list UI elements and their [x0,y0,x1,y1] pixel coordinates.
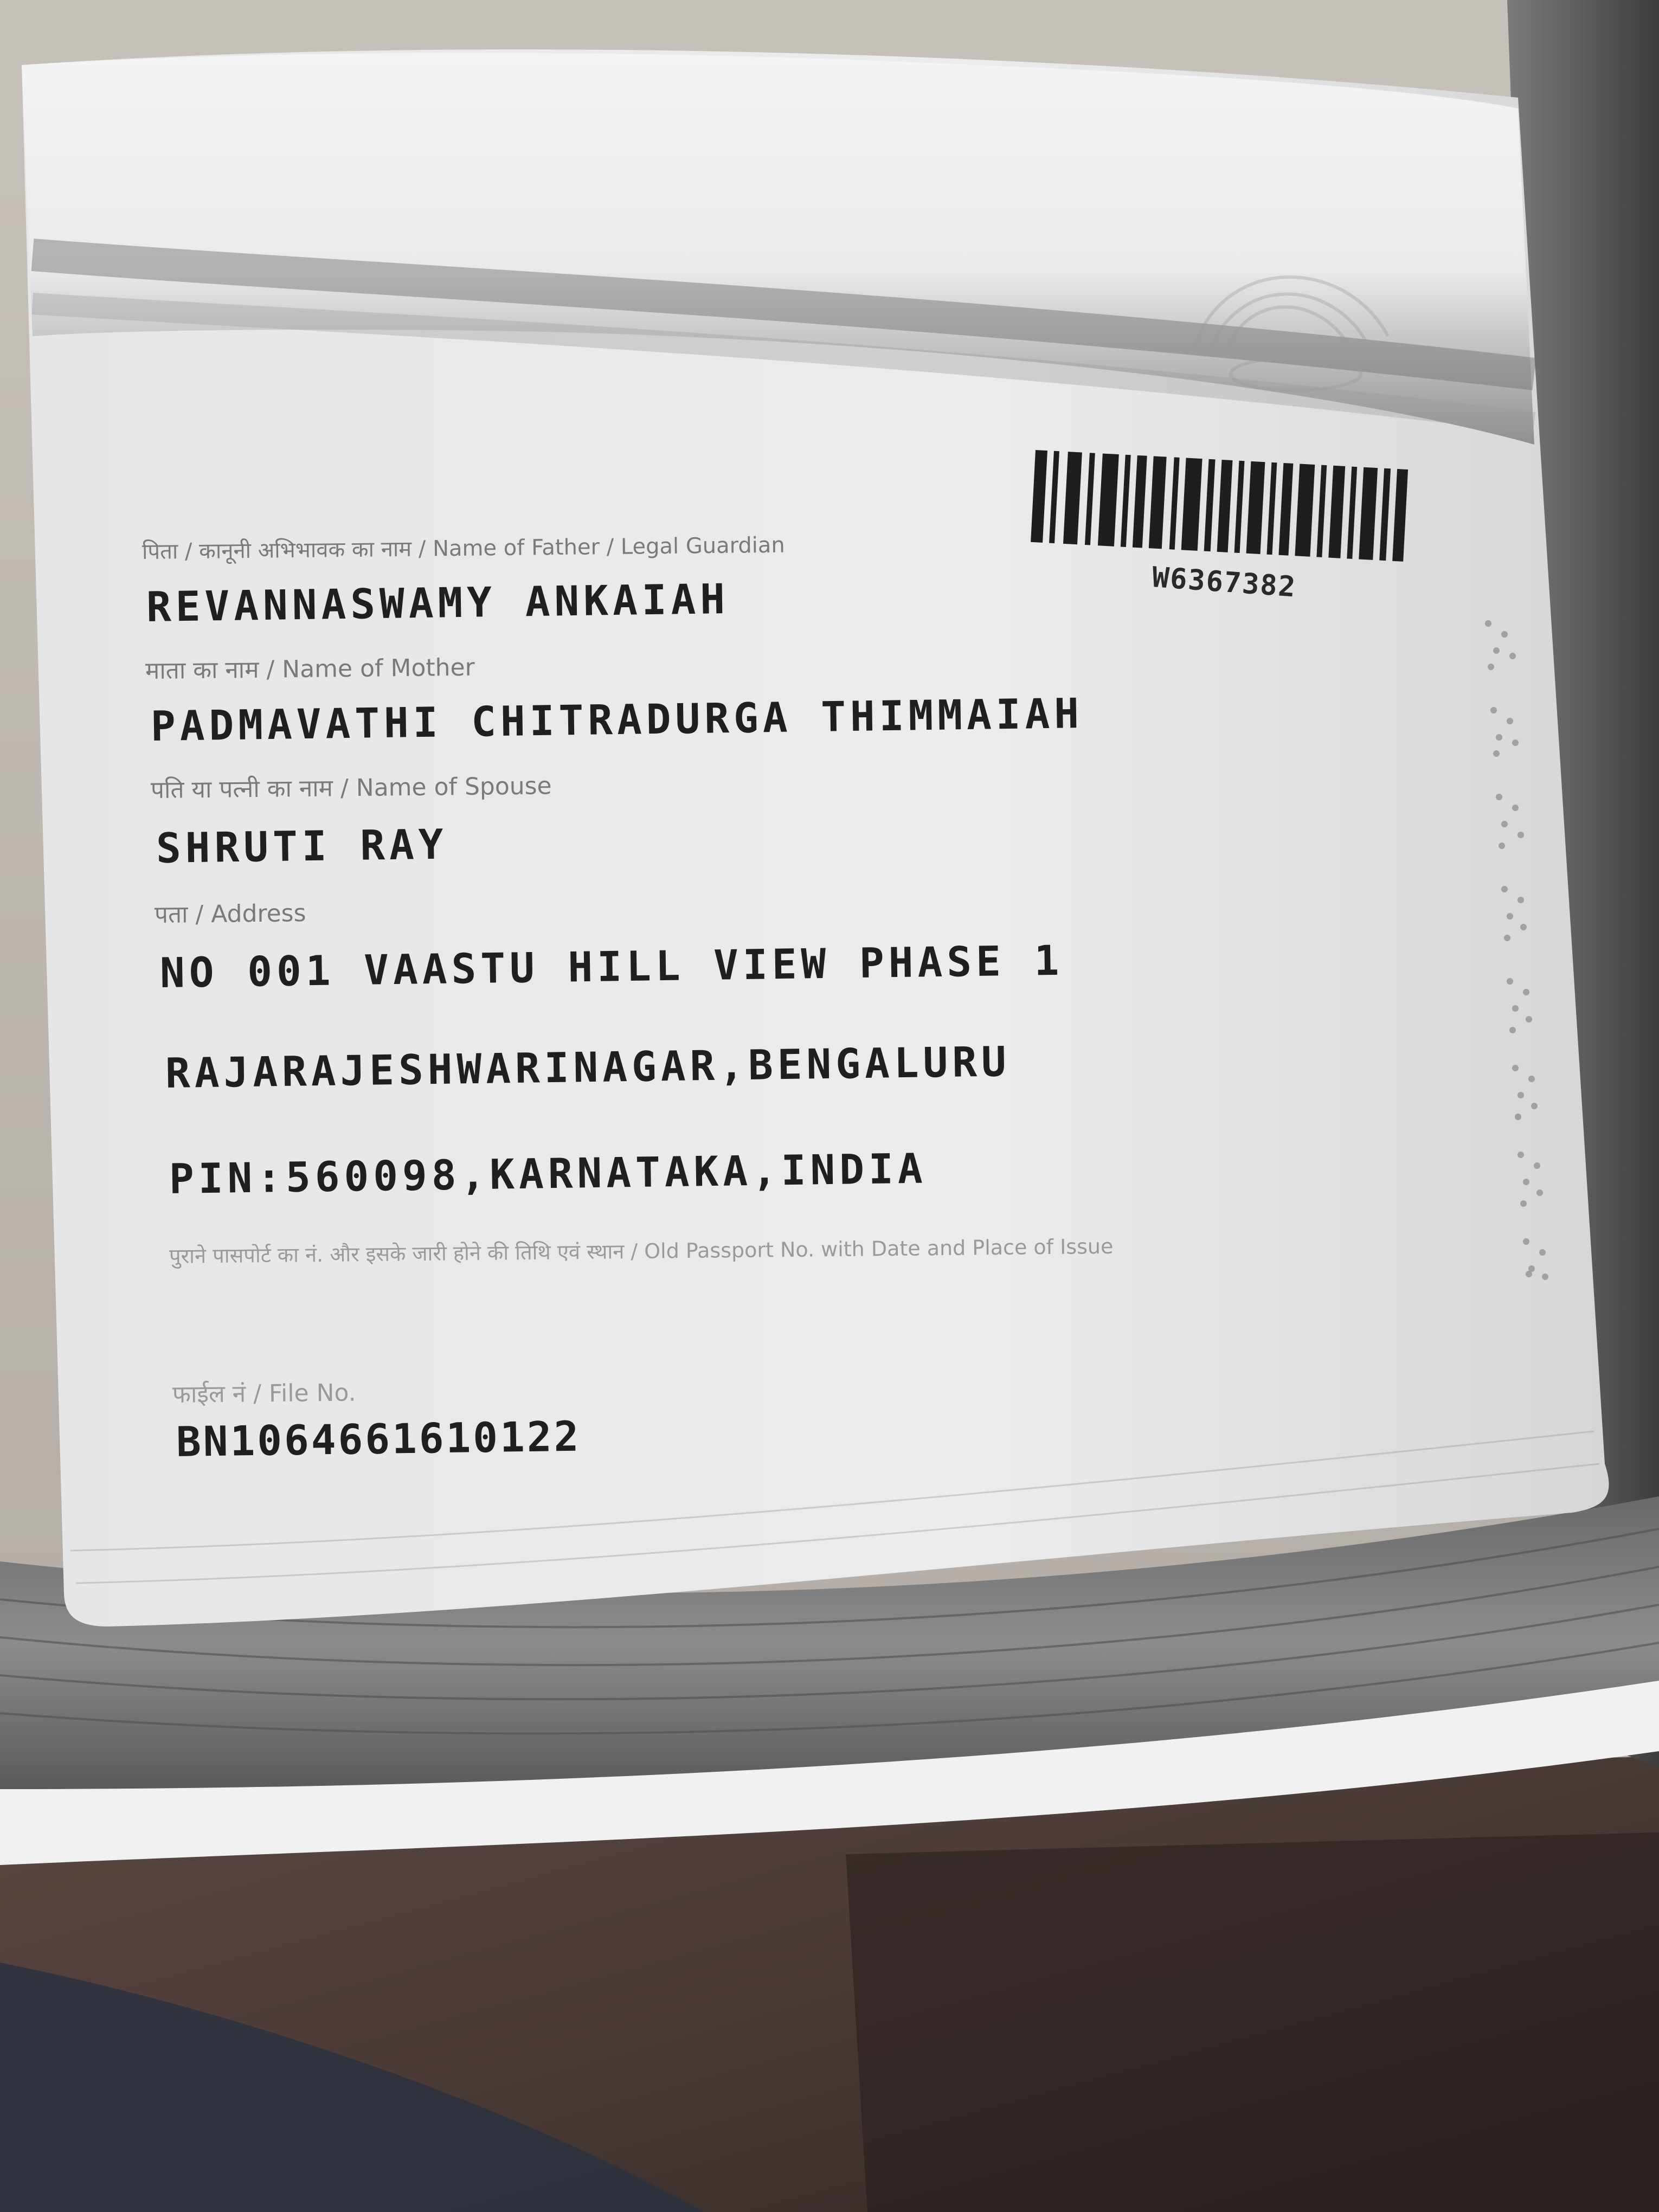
spouse-name-value: SHRUTI RAY [156,820,448,872]
file-no-label: फाईल नं / File No. [172,1379,356,1409]
spouse-name-label: पति या पत्नी का नाम / Name of Spouse [150,772,552,804]
address-line-2: RAJARAJESHWARINAGAR,BENGALURU [165,1037,1011,1097]
address-label: पता / Address [154,899,306,929]
old-passport-label: पुराने पासपोर्ट का नं. और इसके जारी होने की तिथि एवं स्थान / Old Passport No. with Date and Place of Issue [169,1234,1114,1268]
barcode-number: W6367382 [1150,561,1297,604]
address-line-1: NO 001 VAASTU HILL VIEW PHASE 1 [159,936,1064,997]
father-name-value: REVANNASWAMY ANKAIAH [146,574,730,631]
father-name-label: पिता / कानूनी अभिभावक का नाम / Name of Father / Legal Guardian [142,532,786,564]
mother-name-value: PADMAVATHI CHITRADURGA THIMMAIAH [150,689,1084,750]
file-no-value: BN1064661610122 [176,1412,581,1466]
mother-name-label: माता का नाम / Name of Mother [145,653,475,685]
address-line-3: PIN:560098,KARNATAKA,INDIA [169,1144,928,1203]
